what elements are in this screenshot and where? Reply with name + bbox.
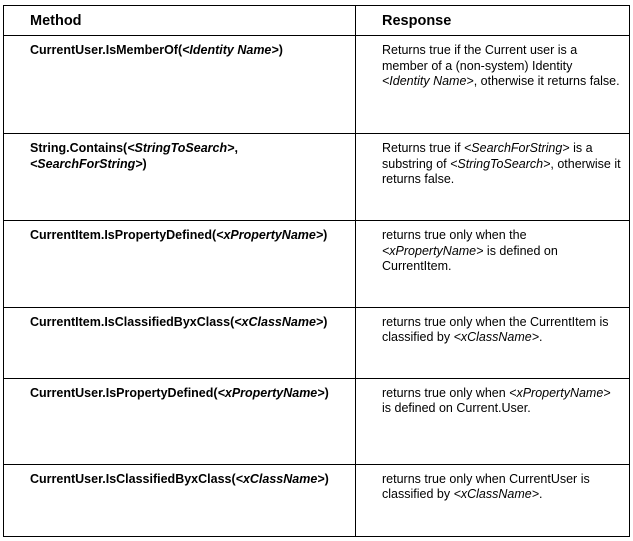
method-text <box>4 36 355 59</box>
response-part: , otherwise it returns false. <box>473 74 620 88</box>
response-placeholder: <xPropertyName> <box>509 385 611 400</box>
method-close-paren: ) <box>142 156 147 171</box>
response-cell <box>356 36 630 134</box>
method-argument: <StringToSearch> <box>127 141 235 156</box>
response-part: is defined on CurrentItem. <box>382 243 558 274</box>
table-row <box>4 36 630 134</box>
response-part: returns true only when the <box>382 228 527 243</box>
method-close-paren: ) <box>323 228 328 243</box>
response-cell <box>356 464 630 536</box>
response-text <box>356 36 629 90</box>
response-part: , otherwise it returns false. <box>382 156 621 187</box>
response-text <box>356 379 629 417</box>
method-response-table <box>3 5 630 537</box>
method-cell <box>4 221 356 307</box>
table-row <box>4 307 630 378</box>
response-text <box>356 308 629 346</box>
response-text <box>356 221 629 275</box>
response-header-label: Response <box>382 13 452 29</box>
method-argument: <xClassName> <box>235 471 325 486</box>
method-cell <box>4 307 356 378</box>
method-text <box>4 379 355 402</box>
method-argument: <xClassName> <box>234 314 324 329</box>
method-cell <box>4 378 356 464</box>
table-row <box>4 378 630 464</box>
response-part: Returns true if <box>382 141 464 156</box>
response-part: Returns true if the Current user is a member of a (non-system) Identity <box>382 43 578 73</box>
response-cell <box>356 307 630 378</box>
method-cell <box>4 134 356 221</box>
table-header-row <box>4 6 630 36</box>
method-name: CurrentUser.IsClassifiedByxClass( <box>30 471 236 486</box>
response-placeholder: <StringToSearch> <box>450 156 551 171</box>
method-header-label: Method <box>30 13 82 29</box>
response-part: returns true only when the CurrentItem is classified by <box>382 314 609 345</box>
response-part: returns true only when CurrentUser is classified by <box>382 471 590 502</box>
method-cell <box>4 464 356 536</box>
method-argument: <SearchForString> <box>30 156 143 171</box>
method-argument: <Identity Name> <box>182 43 279 57</box>
response-part: returns true only when <box>382 385 510 400</box>
response-placeholder: <Identity Name> <box>382 74 474 88</box>
response-placeholder: <xClassName> <box>453 487 540 502</box>
response-text <box>356 465 629 503</box>
method-name: String.Contains( <box>30 141 128 156</box>
response-text <box>356 134 629 188</box>
method-close-paren: ) <box>324 385 329 400</box>
method-cell <box>4 36 356 134</box>
method-text <box>4 221 355 244</box>
method-name: CurrentUser.IsPropertyDefined( <box>30 385 218 400</box>
response-cell <box>356 221 630 307</box>
method-name: CurrentUser.IsMemberOf( <box>30 43 183 57</box>
response-placeholder: <SearchForString> <box>463 141 570 156</box>
response-part: is defined on Current.User. <box>382 401 531 416</box>
method-close-paren: ) <box>278 43 283 57</box>
response-cell <box>356 378 630 464</box>
table-row <box>4 134 630 221</box>
method-text <box>4 308 355 331</box>
method-separator: , <box>234 141 238 156</box>
method-name: CurrentItem.IsClassifiedByxClass( <box>30 314 235 329</box>
method-column-header <box>4 6 356 36</box>
response-part: is a substring of <box>382 141 593 171</box>
method-close-paren: ) <box>324 471 329 486</box>
method-close-paren: ) <box>323 314 328 329</box>
table-row <box>4 221 630 307</box>
method-argument: <xPropertyName> <box>216 228 324 243</box>
method-argument: <xPropertyName> <box>217 385 325 400</box>
response-cell <box>356 134 630 221</box>
response-column-header <box>356 6 630 36</box>
table-row <box>4 464 630 536</box>
response-placeholder: <xPropertyName> <box>382 243 484 258</box>
method-text <box>4 134 355 172</box>
method-text <box>4 465 355 488</box>
response-part: . <box>539 487 543 502</box>
response-placeholder: <xClassName> <box>453 330 540 345</box>
method-name: CurrentItem.IsPropertyDefined( <box>30 228 217 243</box>
response-part: . <box>539 330 543 345</box>
